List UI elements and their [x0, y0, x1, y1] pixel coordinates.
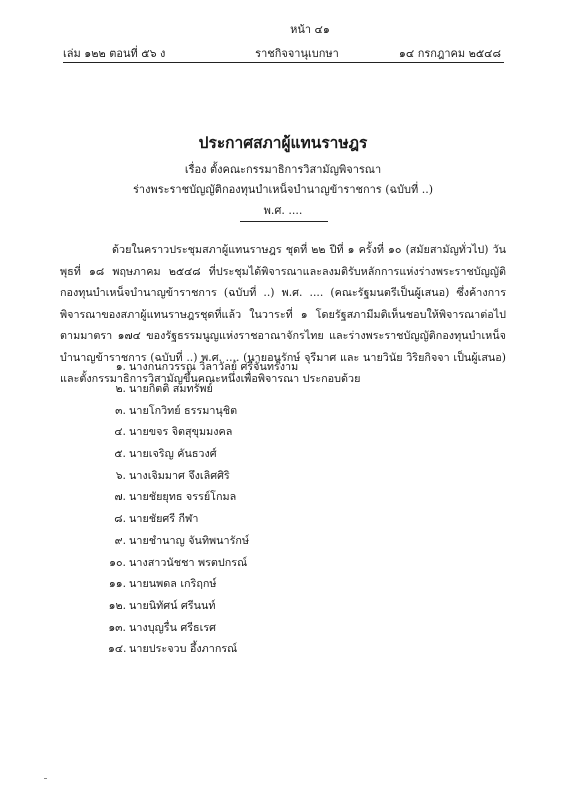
- member-number: ๒.: [115, 382, 126, 396]
- body-text: ด้วยในคราวประชุมสภาผู้แทนราษฎร ชุดที่ ๒๒ ปีที่ ๑ ครั้งที่ ๑๐ (สมัยสามัญทั่วไป) วันพุธที่ ๑๘ พฤษภาคม ๒๕๔๘ ที่ประชุมได้พิจารณาและลงมติรับหลักการแห่งร่างพระราชบัญญัติกองทุนบำเหน็จบำนาญข้าราชการ (ฉบับที่ ..) พ.ศ. .... (คณะรัฐมนตรีเป็นผู้เสนอ) ซึ่งค้างการพิจารณาของสภาผู้แทนราษฎรชุดที่แล้ว ในวาระที่ ๑ โดยรัฐสภามีมติเห็นชอบให้พิจารณาต่อไป ตามมาตรา ๑๗๔ ของรัฐธรรมนูญแห่งราชอาณาจักรไทย และร่างพระราชบัญญัติกองทุนบำเหน็จบำนาญข้าราชการ (ฉบับที่ ..) พ.ศ. .... (นายอนุรักษ์ จุรีมาศ และ นายวินัย วิริยกิจจา เป็นผู้เสนอ) และตั้งกรรมาธิการวิสามัญขึ้นคณะหนึ่งเพื่อพิจารณา ประกอบด้วย: [60, 243, 506, 385]
- member-name: นายกิตติ สมทรัพย์: [129, 382, 213, 396]
- member-name: นายเจริญ คันธวงศ์: [129, 447, 217, 461]
- member-number: ๘.: [114, 512, 126, 526]
- list-item: [108, 399, 408, 421]
- member-name: นายชำนาญ จันทิพนารักษ์: [129, 533, 250, 547]
- list-item: [108, 551, 408, 573]
- scan-speck: [44, 778, 47, 779]
- page-number: หน้า ๔๑: [290, 23, 330, 36]
- year-line: พ.ศ. ....: [263, 204, 303, 217]
- publication-date: ๑๔ กรกฎาคม ๒๕๔๘: [398, 47, 501, 60]
- member-name: นายโกวิทย์ ธรรมานุชิต: [129, 403, 238, 417]
- member-number: ๑๑.: [108, 577, 126, 591]
- list-item: [108, 638, 408, 660]
- member-number: ๑.: [115, 360, 126, 374]
- member-list: [108, 356, 408, 660]
- list-item: [108, 573, 408, 595]
- member-number: ๕.: [114, 447, 126, 461]
- list-item: [108, 464, 408, 486]
- bill-name: ร่างพระราชบัญญัติกองทุนบำเหน็จบำนาญข้าราชการ (ฉบับที่ ..): [133, 183, 433, 196]
- list-item: [108, 356, 408, 378]
- gazette-name: ราชกิจจานุเบกษา: [255, 47, 339, 60]
- member-number: ๑๒.: [108, 598, 126, 612]
- list-item: [108, 378, 408, 400]
- header-rule: [63, 62, 504, 63]
- member-name: นายชัยยุทธ จรรย์โกมล: [129, 490, 237, 504]
- member-name: นางกนกวรรณ วิลาวัลย์ ศรีจันทร์งาม: [129, 360, 299, 374]
- member-name: นางบุญรื่น ศรีธเรศ: [129, 620, 216, 634]
- member-name: นายชัยศรี กีฬา: [129, 512, 199, 526]
- list-item: [108, 595, 408, 617]
- member-name: นายนิทัศน์ ศรีนนท์: [129, 598, 216, 612]
- list-item: [108, 486, 408, 508]
- list-item: [108, 443, 408, 465]
- member-number: ๑๔.: [108, 642, 127, 656]
- list-item: [108, 616, 408, 638]
- member-number: ๖.: [115, 468, 126, 482]
- member-number: ๑๐.: [109, 555, 126, 569]
- member-number: ๑๓.: [108, 620, 126, 634]
- member-number: ๔.: [114, 425, 126, 439]
- title-divider: [240, 221, 328, 222]
- list-item: [108, 421, 408, 443]
- member-name: นายนพดล เกริฤกษ์: [129, 577, 217, 591]
- document-title: ประกาศสภาผู้แทนราษฎร: [198, 133, 368, 152]
- member-number: ๗.: [114, 490, 126, 504]
- member-name: นางสาวนัชชา พรตปกรณ์: [129, 555, 248, 569]
- member-number: ๙.: [114, 533, 126, 547]
- member-name: นายขจร จิตสุขุมมงคล: [129, 425, 233, 439]
- list-item: [108, 508, 408, 530]
- member-name: นางเจิมมาศ จึงเลิศศิริ: [129, 468, 230, 482]
- member-name: นายประจวบ อึ้งภากรณ์: [129, 642, 238, 656]
- list-item: [108, 530, 408, 552]
- member-number: ๓.: [115, 403, 126, 417]
- subject-line: เรื่อง ตั้งคณะกรรมาธิการวิสามัญพิจารณา: [184, 163, 382, 176]
- volume-issue: เล่ม ๑๒๒ ตอนที่ ๕๖ ง: [63, 47, 166, 60]
